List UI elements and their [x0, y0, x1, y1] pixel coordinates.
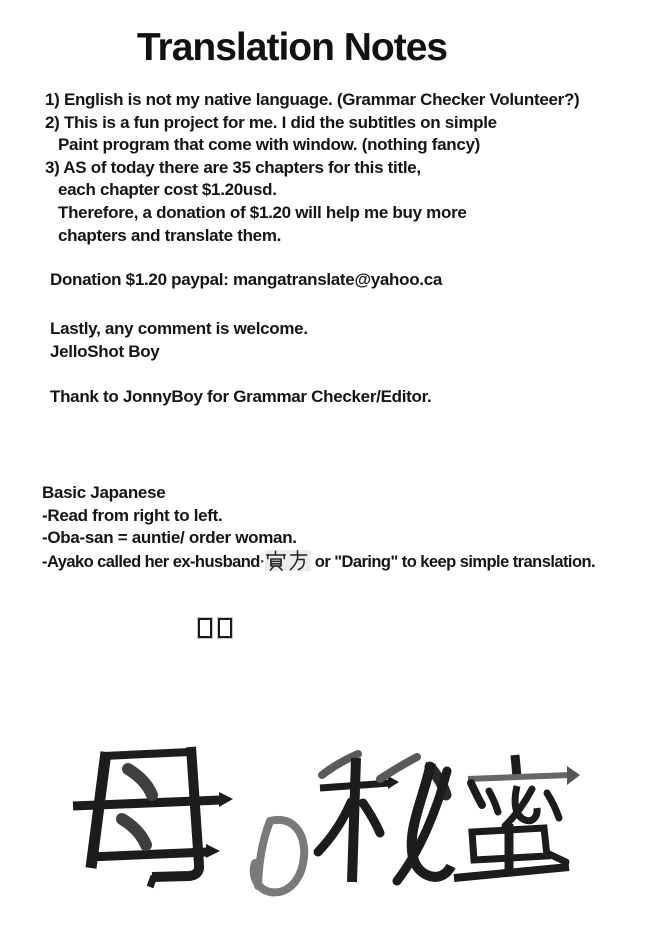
- note-line-1: 1) English is not my native language. (Grammar Checker Volunteer?): [45, 90, 580, 109]
- page-title: Translation Notes: [136, 26, 448, 69]
- kanji-hi-glyph: [318, 754, 451, 882]
- manga-title-art: [0, 705, 650, 920]
- notes-list: [45, 89, 579, 247]
- rule-read-direction: -Read from right to left.: [42, 505, 223, 525]
- kana-no-glyph: [254, 820, 304, 893]
- note-line-3d: chapters and translate them.: [58, 225, 282, 245]
- note-line-2: 2) This is a fun project for me. I did the subtitles on simple: [45, 112, 497, 132]
- kanji-mitsu-glyph: [454, 755, 580, 878]
- thanks-line: Thank to JonnyBoy for Grammar Checker/Editor.: [50, 387, 432, 406]
- ex-husband-kanji-highlight: [265, 550, 311, 571]
- comment-line: Lastly, any comment is welcome.: [50, 319, 308, 338]
- rule-ayako-middot: ·: [259, 552, 265, 571]
- rule-ayako-text-after: or "Daring" to keep simple translation.: [310, 552, 596, 571]
- note-line-3: 3) AS of today there are 35 chapters for this title,: [45, 157, 421, 177]
- rule-ayako: [42, 550, 595, 574]
- donation-line: Donation $1.20 paypal: mangatranslate@yahoo.ca: [50, 270, 443, 289]
- basic-japanese-block: [42, 482, 595, 573]
- signature-line: JelloShot Boy: [50, 341, 160, 361]
- note-line-3c: Therefore, a donation of $1.20 will help me buy more: [58, 202, 467, 222]
- missing-glyph-box: [218, 618, 232, 638]
- kanji-haha-glyph: [73, 747, 233, 887]
- basic-japanese-heading: Basic Japanese: [42, 483, 166, 502]
- note-line-2b: Paint program that come with window. (nothing fancy): [58, 135, 480, 155]
- missing-glyph-row: [198, 618, 232, 638]
- rule-oba-san: -Oba-san = auntie/ order woman.: [42, 528, 297, 548]
- rule-ayako-text-before: -Ayako called her ex-husband: [42, 552, 260, 571]
- ex-husband-kanji-art: [266, 550, 310, 571]
- note-line-3b: each chapter cost $1.20usd.: [58, 180, 277, 200]
- missing-glyph-box: [198, 618, 212, 638]
- closing-block: [50, 318, 308, 363]
